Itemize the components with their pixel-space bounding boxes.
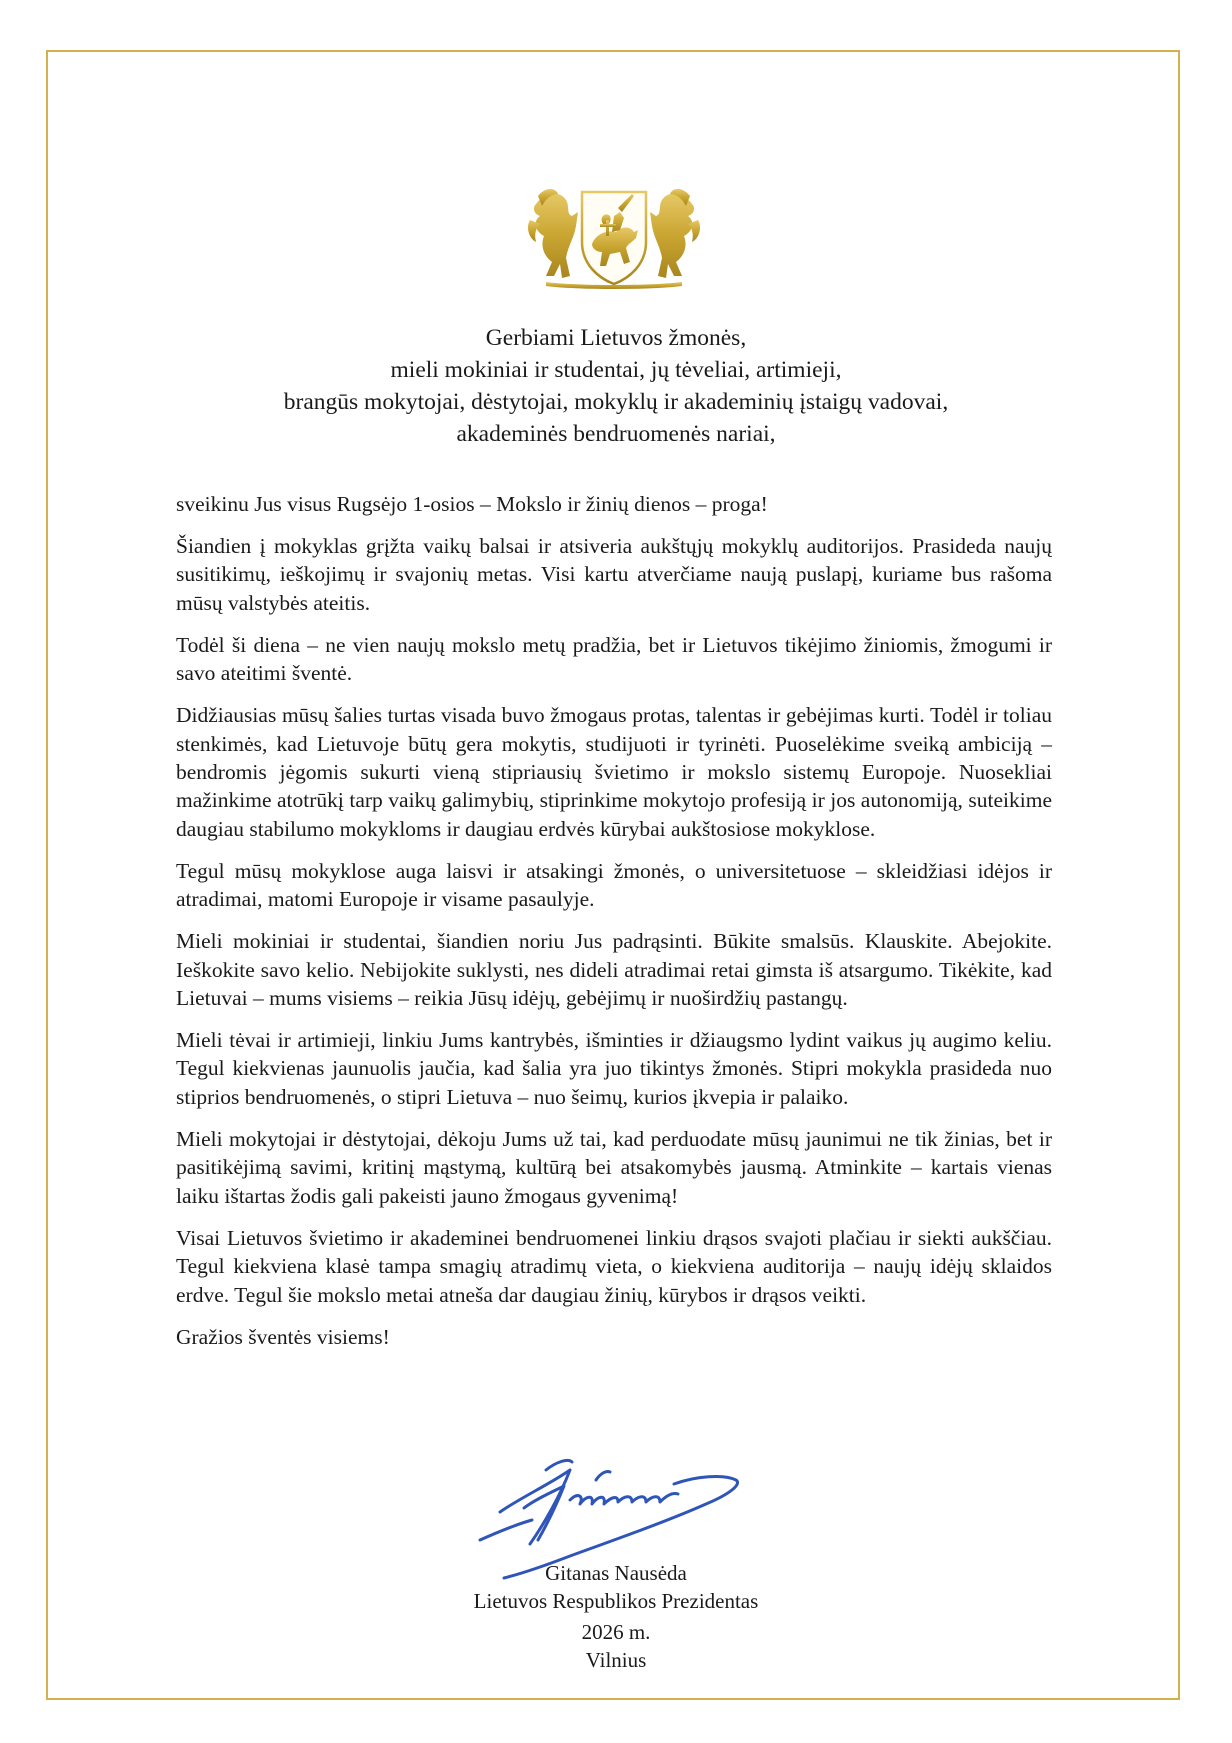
greeting-paragraph: sveikinu Jus visus Rugsėjo 1-osios – Mokslo ir žinių dienos – proga! xyxy=(176,492,768,516)
letter-body xyxy=(176,490,1052,1365)
closing-paragraph: Gražios šventės visiems! xyxy=(176,1324,390,1349)
salutation-line: akademinės bendruomenės nariai, xyxy=(456,421,776,447)
salutation-line: brangūs mokytojai, dėstytojai, mokyklų ir akademinių įstaigų vadovai, xyxy=(283,389,949,415)
body-paragraph: Mieli mokiniai ir studentai, šiandien noriu Jus padrąsinti. Būkite smalsūs. Klauskite. Abejokite. Ieškokite savo kelio. Nebijokite suklysti, nes dideli atradimai retai gimsta iš atsargumo. Tikėkite, kad Lietuvai – mums visiems – reikia Jūsų idėjų, gebėjimų ir nuoširdžių pastangų. xyxy=(176,929,1052,1011)
salutation-line: Gerbiami Lietuvos žmonės, xyxy=(485,325,747,351)
body-paragraph: Mieli mokytojai ir dėstytojai, dėkoju Jums už tai, kad perduodate mūsų jaunimui ne tik žinias, bet ir pasitikėjimą savimi, kritinį mąstymą, kultūrą bei atsakomybės jausmą. Atminkite – kartais vienas laiku ištartas žodis gali pakeisti jauno žmogaus gyvenimą! xyxy=(176,1126,1052,1208)
signatory-name: Gitanas Nausėda xyxy=(545,1561,687,1585)
body-paragraph: Mieli tėvai ir artimieji, linkiu Jums kantrybės, išminties ir džiaugsmo lydint vaikus jų augimo keliu. Tegul kiekvienas jaunuolis jaučia, kad šalia yra juo tikintys žmonės. Stipri mokykla prasideda nuo stiprios bendruomenės, o stipri Lietuva – nuo šeimų, kurios įkvepia ir palaiko. xyxy=(176,1028,1052,1109)
body-paragraph: Visai Lietuvos švietimo ir akademinei bendruomenei linkiu drąsos svajoti plačiau ir siekti aukščiau. Tegul kiekviena klasė tampa smagių atradimų vieta, o kiekviena auditorija – naujų idėjų sklaidos erdve. Tegul šie mokslo metai atneša dar daugiau žinių, kūrybos ir drąsos veikti. xyxy=(176,1225,1052,1307)
body-paragraph: Didžiausias mūsų šalies turtas visada buvo žmogaus protas, talentas ir gebėjimas kurti. Todėl ir toliau stenkimės, kad Lietuvoje būtų gera mokytis, studijuoti ir tyrinėti. Puoselėkime sveiką ambiciją – bendromis jėgomis sukurti vieną stipriausių švietimo ir mokslo sistemų Europoje. Nuosekliai mažinkime atotrūkį tarp vaikų galimybių, stiprinkime mokytojo profesiją ir jos autonomiją, suteikime daugiau stabilumo mokykloms ir daugiau erdvės kūrybai aukštosiose mokyklose. xyxy=(176,703,1052,841)
letter-place: Vilnius xyxy=(585,1647,647,1672)
lithuanian-coat-of-arms-icon xyxy=(526,186,702,290)
body-paragraph: Todėl ši diena – ne vien naujų mokslo metų pradžia, bet ir Lietuvos tikėjimo žiniomis, žmogumi ir savo ateitimi šventė. xyxy=(176,632,1052,686)
signature-block xyxy=(416,1560,816,1674)
letter-year: 2026 m. xyxy=(581,1620,651,1644)
salutation xyxy=(176,322,1056,450)
salutation-line: mieli mokiniai ir studentai, jų tėveliai, artimieji, xyxy=(390,357,842,383)
body-paragraph: Tegul mūsų mokyklose auga laisvi ir atsakingi žmonės, o universitetuose – skleidžiasi idėjos ir atradimai, matomi Europoje ir visame pasaulyje. xyxy=(176,858,1052,912)
body-paragraph: Šiandien į mokyklas grįžta vaikų balsai ir atsiveria aukštųjų mokyklų auditorijos. Prasideda naujų susitikimų, ieškojimų ir svajonių metas. Visi kartu atverčiame naują puslapį, kuriame bus rašoma mūsų valstybės ateitis. xyxy=(176,534,1052,615)
signatory-title: Lietuvos Respublikos Prezidentas xyxy=(473,1588,759,1613)
